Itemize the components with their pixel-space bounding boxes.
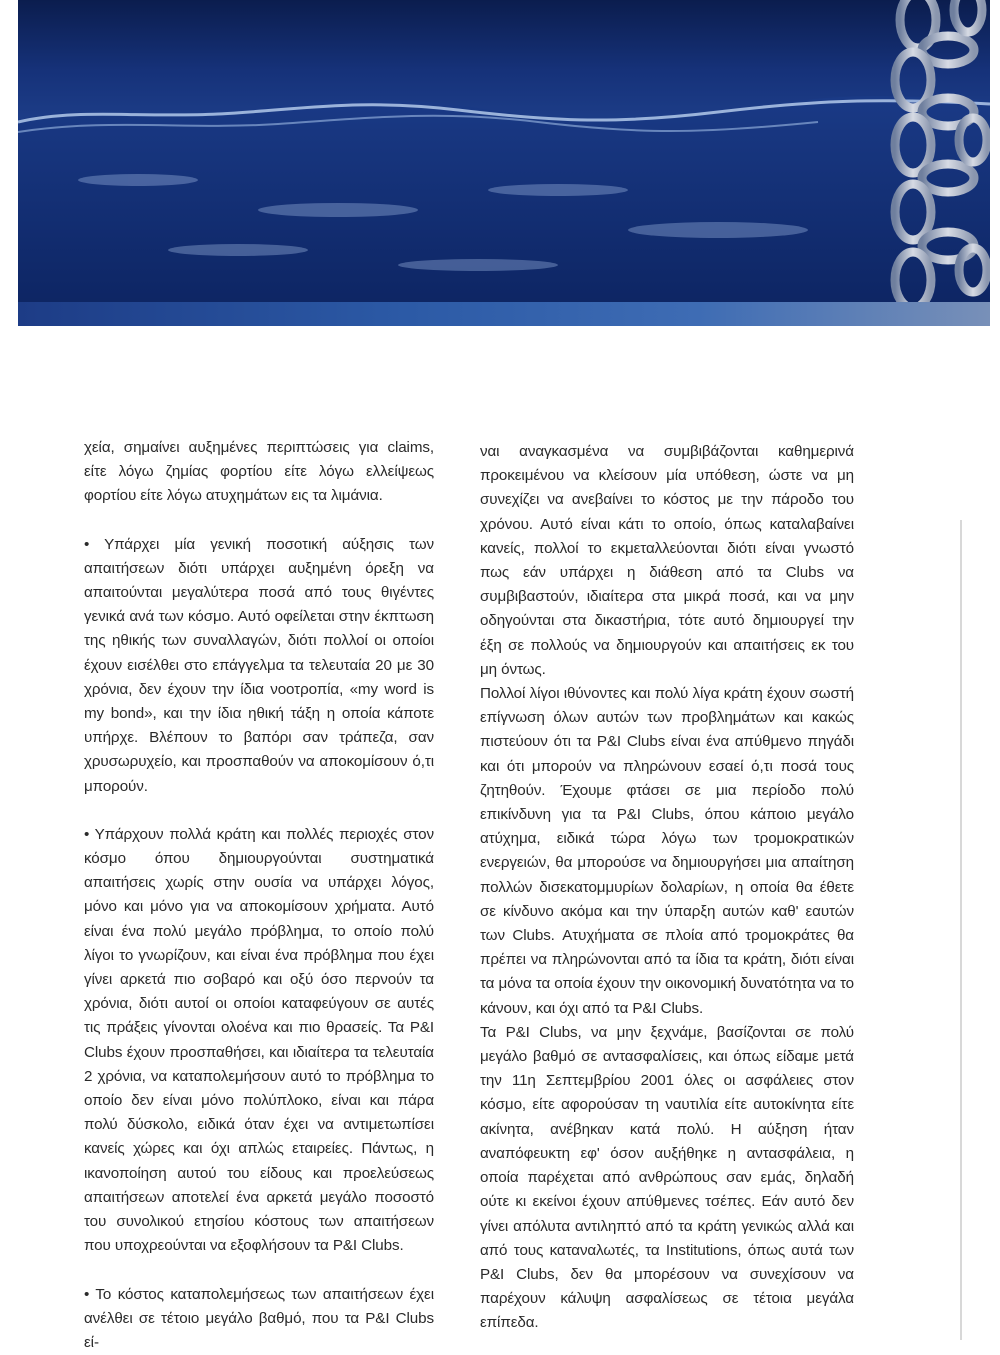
paragraph: ναι αναγκασμένα να συμβιβάζονται καθημερινά προκειμένου να κλείσουν μία υπόθεση, ώστε να μη συνεχίζει να ανεβαίνει το κόστος με την πάροδο του χρόνου. Αυτό είναι κάτι το οποίο, όπως καταλαβαίνει κανείς, πολλοί το εκμεταλλεύονται διότι είναι γνωστό πως εάν υπάρχει η διάθεση από τα Clubs να συμβιβαστούν, ιδιαίτερα στα μικρά ποσά, και να μην οδηγούνται στα δικαστήρια, τότε αυτό δημιουργεί την έξη σε πολλούς να δημιουργούν και απαιτήσεις εκ του μη όντως. (480, 440, 854, 682)
scan-edge-line (960, 520, 962, 1340)
right-text-column (480, 440, 854, 1336)
paragraph: Τα P&I Clubs, να μην ξεχνάμε, βασίζονται σε πολύ μεγάλο βαθμό σε αντασφαλίσεις, και όπως είδαμε μετά την 11η Σεπτεμβρίου 2001 όλες οι ασφάλειες στον κόσμο, είτε αφορούσαν τη ναυτιλία είτε αυτοκίνητα είτε ακίνητα, ανέβηκαν κατά πολύ. Η αύξηση ήταν αναπόφευκτη εφ' όσον αυξήθηκε η αντασφάλεια, η οποία παρέχεται από ανθρώπους σαν εμάς, δηλαδή ούτε κι εκείνοι έχουν απύθμενες τσέπες. Εάν αυτό δεν γίνει απόλυτα αντιληπτό από τα κράτη γενικώς αλλά και από τους καταναλωτές, τα Institutions, όπως αυτά των P&I Clubs, δεν θα μπορέσουν να συνεχίσουν να παρέχουν κάλυψη ασφαλίσεως σε τέτοια μεγάλα επίπεδα. (480, 1021, 854, 1336)
header-banner-image (18, 0, 990, 326)
bullet-paragraph: • Το κόστος καταπολεμήσεως των απαιτήσεων έχει ανέλθει σε τέτοιο μεγάλο βαθμό, που τα P&I Clubs εί- (84, 1283, 434, 1355)
banner-bottom-strip (18, 302, 990, 326)
bullet-paragraph: • Υπάρχει μία γενική ποσοτική αύξησις των απαιτήσεων διότι υπάρχει αυξημένη όρεξη να απαιτούνται μεγαλύτερα ποσά από τους θιγέντες γενικά ανά των κόσμο. Αυτό οφείλεται στην έκπτωση της ηθικής των συναλλαγών, διότι πολλοί οι οποίοι έχουν εισέλθει στο επάγγελμα τα τελευταία 20 με 30 χρόνια, δεν έχουν την ίδια νοοτροπία, «my word is my bond», και την ίδια ηθική τάξη η οποία κάποτε υπήρχε. Βλέπουν το βαπόρι σαν τράπεζα, σαν χρυσωρυχείο, και προσπαθούν να αποκομίσουν ό,τι μπορούν. (84, 533, 434, 799)
ocean-waves-and-anchor-chain-icon (18, 0, 990, 326)
paragraph: Πολλοί λίγοι ιθύνοντες και πολύ λίγα κράτη έχουν σωστή επίγνωση όλων αυτών των προβλημάτων και κακώς πιστεύουν ότι τα P&I Clubs είναι ένα απύθμενο πηγάδι και ότι μπορούν να πληρώνουν εσαεί ό,τι ποσά τους ζητηθούν. Έχουμε φτάσει σε μια περίοδο πολύ επικίνδυνη για τα P&I Clubs, όπου κάποιο μεγάλο ατύχημα, ειδικά τώρα λόγω των τρομοκρατικών ενεργειών, θα μπορούσε να δημιουργήσει μια απαίτηση πολλών δισεκατομμυρίων δολαρίων, η οποία θα έθετε σε κίνδυνο ακόμα και την ύπαρξη αυτών καθ' εαυτών των Clubs. Ατυχήματα σε πλοία από τρομοκράτες θα πρέπει να πληρώνονται από τα ίδια τα κράτη, διότι είναι τα μόνα τα οποία έχουν την οικονομική δυνατότητα να το κάνουν, και όχι από τα P&I Clubs. (480, 682, 854, 1021)
left-text-column (84, 436, 434, 1355)
bullet-paragraph: • Υπάρχουν πολλά κράτη και πολλές περιοχές στον κόσμο όπου δημιουργούνται συστηματικά απαιτήσεις χωρίς στην ουσία να υπάρχει λόγος, μόνο και μόνο για να αποκομίσουν χρήματα. Αυτό είναι ένα πολύ μεγάλο πρόβλημα, το οποίο πολύ λίγοι το γνωρίζουν, και είναι ένα πρόβλημα που έχει γίνει αρκετά πιο σοβαρό και οξύ όσο περνούν τα χρόνια, διότι αυτοί οι οποίοι καταφεύγουν σε αυτές τις πράξεις γίνονται ολοένα και πιο θρασείς. Τα P&I Clubs έχουν προσπαθήσει, και ιδιαίτερα τα τελευταία 2 χρόνια, να καταπολεμήσουν αυτό το πρόβλημα το οποίο δεν είναι μόνο πολύπλοκο, είναι και πάρα πολύ δύσκολο, ειδικά όταν έχει να αντιμετωπίσει κανείς χώρες και όχι απλώς εταιρείες. Πάντως, η ικανοποίηση αυτού του είδους και προελεύσεως απαιτήσεων αποτελεί ένα αρκετά μεγάλο ποσοστό του συνολικού ετησίου κόστους των απαιτήσεων που υποχρεούνται να εξοφλήσουν τα P&I Clubs. (84, 823, 434, 1259)
paragraph: χεία, σημαίνει αυξημένες περιπτώσεις για claims, είτε λόγω ζημίας φορτίου είτε λόγω ελλείψεως φορτίου είτε λόγω ατυχημάτων εις τα λιμάνια. (84, 436, 434, 509)
